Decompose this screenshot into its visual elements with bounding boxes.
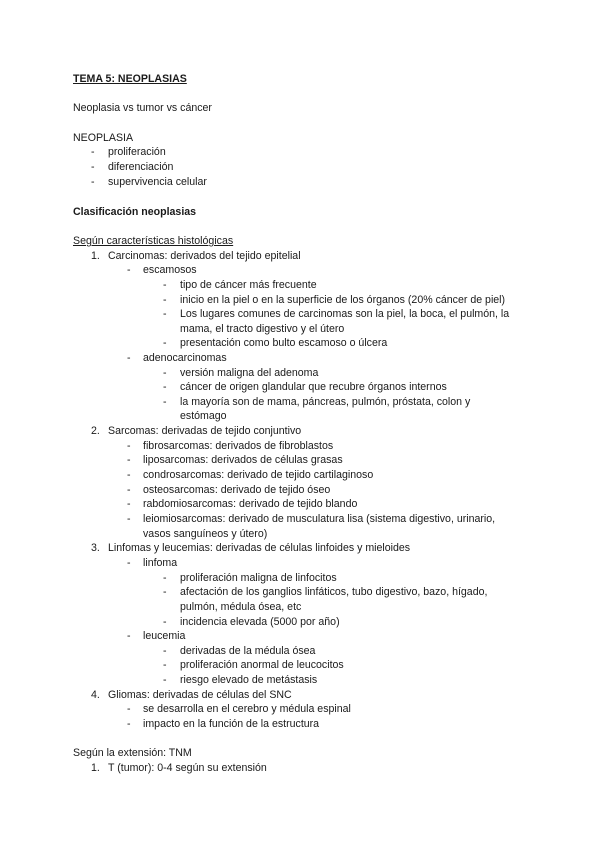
list-item: Linfomas y leucemias: derivadas de células linfoides y mieloides (108, 542, 411, 554)
list-item: afectación de los ganglios linfáticos, tubo digestivo, bazo, hígado, (180, 586, 488, 598)
bullet-dash: - (127, 557, 131, 569)
list-number: 3. (91, 542, 100, 554)
bullet-dash: - (91, 161, 95, 173)
list-item: liposarcomas: derivados de células grasas (143, 454, 343, 466)
neoplasia-heading: NEOPLASIA (73, 132, 134, 144)
list-item: diferenciación (108, 161, 174, 173)
list-item: supervivencia celular (108, 176, 207, 188)
bullet-dash: - (127, 498, 131, 510)
bullet-dash: - (163, 308, 167, 320)
list-item: vasos sanguíneos y útero) (143, 528, 268, 540)
list-item: Gliomas: derivadas de células del SNC (108, 689, 292, 701)
list-item: proliferación anormal de leucocitos (180, 659, 344, 671)
list-item: riesgo elevado de metástasis (180, 674, 318, 686)
subsection-heading: Según la extensión: TNM (73, 747, 192, 759)
list-item: adenocarcinomas (143, 352, 227, 364)
list-item: rabdomiosarcomas: derivado de tejido blando (143, 498, 358, 510)
bullet-dash: - (163, 616, 167, 628)
bullet-dash: - (163, 659, 167, 671)
list-item: leucemia (143, 630, 186, 642)
list-number: 2. (91, 425, 100, 437)
bullet-dash: - (163, 674, 167, 686)
list-item: presentación como bulto escamoso o úlcera (180, 337, 388, 349)
section-heading: Clasificación neoplasias (73, 206, 197, 218)
list-item: Sarcomas: derivadas de tejido conjuntivo (108, 425, 302, 437)
list-item: cáncer de origen glandular que recubre órganos internos (180, 381, 447, 393)
list-item: leiomiosarcomas: derivado de musculatura lisa (sistema digestivo, urinario, (143, 513, 496, 525)
page-title: TEMA 5: NEOPLASIAS (73, 73, 187, 85)
bullet-dash: - (127, 264, 131, 276)
list-number: 4. (91, 689, 100, 701)
list-item: osteosarcomas: derivado de tejido óseo (143, 484, 331, 496)
bullet-dash: - (163, 381, 167, 393)
bullet-dash: - (163, 396, 167, 408)
list-item: incidencia elevada (5000 por año) (180, 616, 340, 628)
bullet-dash: - (163, 294, 167, 306)
bullet-dash: - (163, 279, 167, 291)
list-item: escamosos (143, 264, 197, 276)
list-item: T (tumor): 0-4 según su extensión (108, 762, 267, 774)
bullet-dash: - (163, 337, 167, 349)
list-item: fibrosarcomas: derivados de fibroblastos (143, 440, 334, 452)
list-number: 1. (91, 250, 100, 262)
bullet-dash: - (127, 352, 131, 364)
bullet-dash: - (127, 454, 131, 466)
list-item: estómago (180, 410, 227, 422)
list-item: pulmón, médula ósea, etc (180, 601, 302, 613)
bullet-dash: - (127, 513, 131, 525)
bullet-dash: - (163, 586, 167, 598)
list-item: proliferación (108, 146, 166, 158)
bullet-dash: - (127, 440, 131, 452)
list-item: se desarrolla en el cerebro y médula espinal (143, 703, 351, 715)
list-item: impacto en la función de la estructura (143, 718, 320, 730)
bullet-dash: - (91, 146, 95, 158)
bullet-dash: - (127, 484, 131, 496)
bullet-dash: - (163, 572, 167, 584)
bullet-dash: - (163, 367, 167, 379)
bullet-dash: - (91, 176, 95, 188)
bullet-dash: - (127, 630, 131, 642)
list-item: versión maligna del adenoma (180, 367, 319, 379)
list-item: derivadas de la médula ósea (180, 645, 316, 657)
list-item: tipo de cáncer más frecuente (180, 279, 317, 291)
list-item: mama, el tracto digestivo y el útero (180, 323, 345, 335)
list-item: Los lugares comunes de carcinomas son la piel, la boca, el pulmón, la (180, 308, 510, 320)
bullet-dash: - (127, 703, 131, 715)
subsection-heading: Según características histológicas (73, 235, 234, 247)
list-item: proliferación maligna de linfocitos (180, 572, 337, 584)
bullet-dash: - (127, 718, 131, 730)
list-item: inicio en la piel o en la superficie de los órganos (20% cáncer de piel) (180, 294, 506, 306)
bullet-dash: - (163, 645, 167, 657)
list-number: 1. (91, 762, 100, 774)
list-item: Carcinomas: derivados del tejido epitelial (108, 250, 301, 262)
bullet-dash: - (127, 469, 131, 481)
subtitle: Neoplasia vs tumor vs cáncer (73, 102, 212, 114)
list-item: condrosarcomas: derivado de tejido cartilaginoso (143, 469, 374, 481)
list-item: linfoma (143, 557, 178, 569)
list-item: la mayoría son de mama, páncreas, pulmón, próstata, colon y (180, 396, 471, 408)
